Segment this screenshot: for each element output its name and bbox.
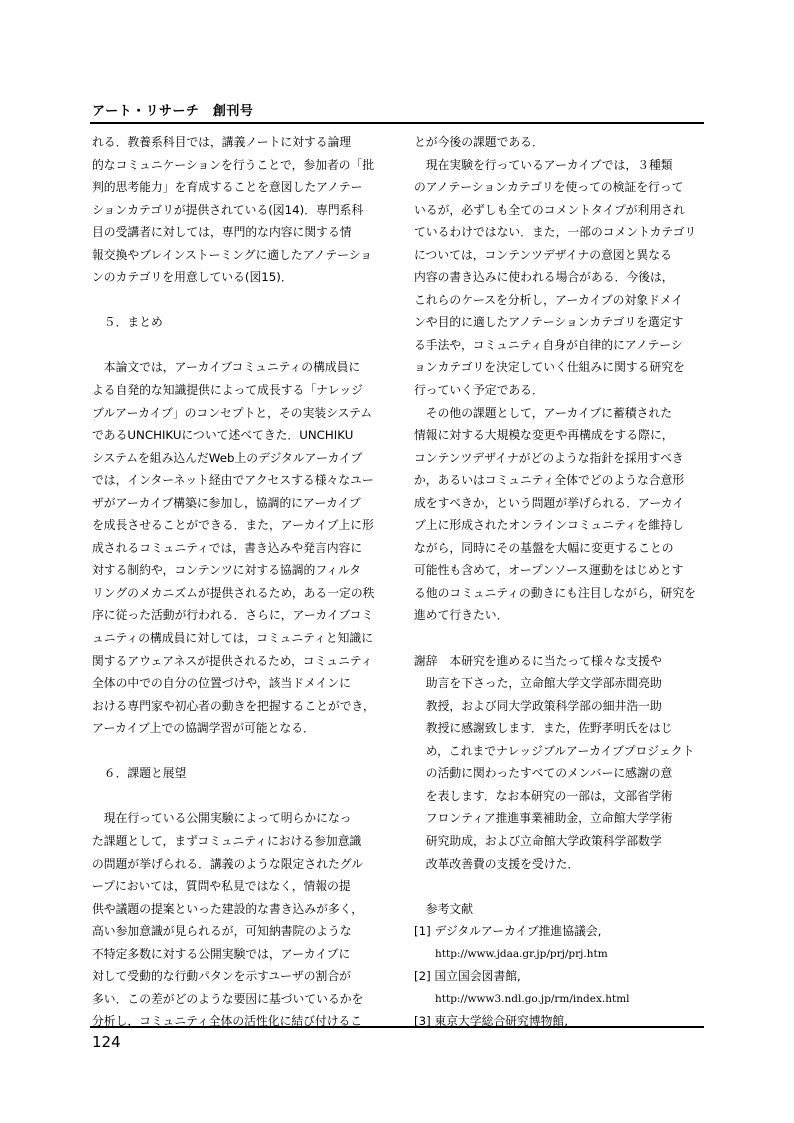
text-line: 判的思考能力」を育成することを意図したアノテー <box>92 180 363 195</box>
acknowledgment-line: 謝辞 本研究を進めるに当たって様々な支援や <box>414 653 662 668</box>
text-line: 全体の中での自分の位置づけや，該当ドメインに <box>92 676 351 691</box>
text-line: とが今後の課題である． <box>414 135 544 149</box>
text-line: であるUNCHIKUについて述べてきた．UNCHIKU <box>92 428 354 443</box>
text-line: 内容の書き込みに使われる場合がある．今後は， <box>414 270 674 285</box>
text-line: 行っていく予定である． <box>414 383 544 398</box>
left-column <box>92 131 390 1033</box>
text-line: る他のコミュニティの動きにも注目しながら，研究を <box>414 585 696 600</box>
text-line: ンのカテゴリを用意している(図15)． <box>92 270 293 285</box>
journal-title: アート・リサーチ 創刊号 <box>92 104 254 119</box>
text-line: た課題として，まずコミュニティにおける参加意識 <box>92 833 362 848</box>
reference-url: http://www3.ndl.go.jp/rm/index.html <box>414 992 630 1005</box>
section-heading: ５．まとめ <box>92 315 163 330</box>
text-line: 情報に対する大規模な変更や再構成をする際に， <box>414 428 674 443</box>
text-line: ションカテゴリが提供されている(図14)．専門系科 <box>92 202 364 217</box>
text-line: 成されるコミュニティでは，書き込みや発言内容に <box>92 540 363 555</box>
text-line: では，インターネット経由でアクセスする様々なユー <box>92 473 374 488</box>
text-line: 対して受動的な行動パタンを示すユーザの割合が <box>92 969 351 984</box>
text-line: の問題が挙げられる．講義のような限定されたグル <box>92 856 363 871</box>
text-line: 報交換やブレインストーミングに適したアノテーショ <box>92 247 373 262</box>
text-line: コンテンツデザイナがどのような指針を採用すべき <box>414 450 684 465</box>
text-line: 進めて行きたい． <box>414 608 509 623</box>
text-line: か，あるいはコミュニティ全体でどのような合意形 <box>414 473 685 488</box>
text-line: 分析し，コミュニティ全体の活性化に結び付けるこ <box>92 1014 363 1029</box>
text-line: 不特定多数に対する公開実験では，アーカイブに <box>92 946 351 961</box>
spacer <box>92 334 390 357</box>
text-line: いるが，必ずしも全てのコメントタイプが利用され <box>414 202 685 217</box>
text-line: ンや目的に適したアノテーションカテゴリを選定す <box>414 315 684 330</box>
header-rule <box>90 122 704 124</box>
footer-rule <box>90 1026 704 1028</box>
text-line: 多い．この差がどのような要因に基づいているかを <box>92 991 364 1006</box>
text-line: ョンカテゴリを決定していく仕組みに関する研究を <box>414 360 685 375</box>
text-line: を成長させることができる．また，アーカイブ上に形 <box>92 518 374 533</box>
spacer <box>92 289 390 312</box>
text-line: る手法や，コミュニティ自身が自律的にアノテーシ <box>414 337 683 352</box>
text-line: 現在実験を行っているアーカイブでは，３種類 <box>414 157 673 172</box>
spacer <box>414 875 706 898</box>
text-line: おける専門家や初心者の動きを把握することができ， <box>92 698 375 713</box>
text-line: 成をすべきか，という問題が挙げられる．アーカイ <box>414 495 685 510</box>
text-line: よる自発的な知識提供によって成長する「ナレッジ <box>92 383 363 398</box>
text-line: 本論文では，アーカイブコミュニティの構成員に <box>92 360 361 375</box>
text-line: 関するアウェアネスが提供されるため，コミュニティ <box>92 653 373 668</box>
text-line: ながら，同時にその基盤を大幅に変更することの <box>414 540 674 555</box>
text-line: ブ上に形成されたオンラインコミュニティを維持し <box>414 518 684 533</box>
text-line: れる．教養系科目では，講義ノートに対する論理 <box>92 135 352 149</box>
reference-item: [3] 東京大学総合研究博物館, <box>414 1014 568 1029</box>
text-line: これらのケースを分析し，アーカイブの対象ドメイ <box>414 292 684 307</box>
text-line: ているわけではない．また，一部のコメントカテゴリ <box>414 225 697 240</box>
right-column <box>414 131 706 1033</box>
page-number: 124 <box>92 1033 121 1051</box>
reference-url: http://www.jdaa.gr.jp/prj/prj.htm <box>414 947 608 960</box>
text-line: 供や議題の提案といった建設的な書き込みが多く， <box>92 901 364 916</box>
acknowledgment-line: 教授に感謝致します．また，佐野孝明氏をはじ <box>414 721 673 736</box>
acknowledgment-line: め，これまでナレッジブルアーカイブプロジェクト <box>414 743 695 758</box>
text-line: ープにおいては，質問や私見ではなく，情報の提 <box>92 879 351 894</box>
reference-item: [2] 国立国会図書館, <box>414 969 521 984</box>
text-line: 高い参加意識が見られるが，可知納書院のような <box>92 924 352 939</box>
reference-item: [1] デジタルアーカイブ推進協議会, <box>414 924 602 939</box>
text-line: アーカイブ上での協調学習が可能となる． <box>92 721 315 736</box>
text-line: ブルアーカイブ」のコンセプトと，その実装システム <box>92 405 373 420</box>
text-line: その他の課題として，アーカイブに蓄積された <box>414 405 672 420</box>
spacer <box>414 627 706 650</box>
text-line: 目の受講者に対しては，専門的な内容に関する情 <box>92 225 352 240</box>
spacer <box>92 785 390 808</box>
references-heading: 参考文献 <box>414 901 473 916</box>
acknowledgment-line: 研究助成，および立命館大学政策科学部数学 <box>414 833 662 848</box>
text-line: 序に従った活動が行われる．さらに，アーカイブコミ <box>92 608 374 623</box>
acknowledgment-line: の活動に関わったすべてのメンバーに感謝の意 <box>414 766 673 781</box>
acknowledgment-line: 改革改善費の支援を受けた． <box>414 856 580 871</box>
text-line: については，コンテンツデザイナの意図と異なる <box>414 247 672 262</box>
text-line: のアノテーションカテゴリを使っての検証を行って <box>414 180 684 195</box>
text-line: 対する制約や，コンテンツに対する協調的フィルタ <box>92 563 362 578</box>
text-line: 現在行っている公開実験によって明らかになっ <box>92 811 352 826</box>
acknowledgment-line: フロンティア推進事業補助金，立命館大学学術 <box>414 811 673 826</box>
acknowledgment-line: 教授，および同大学政策科学部の細井浩一助 <box>414 698 662 713</box>
text-line: システムを組み込んだWeb上のデジタルアーカイブ <box>92 450 363 465</box>
acknowledgment-line: を表します．なお本研究の一部は，文部省学術 <box>414 788 673 803</box>
section-heading: ６．課題と展望 <box>92 766 187 781</box>
text-line: ュニティの構成員に対しては，コミュニティと知識に <box>92 631 374 646</box>
acknowledgment-line: 助言を下さった，立命館大学文学部赤間亮助 <box>414 676 662 691</box>
text-line: ザがアーカイブ構築に参加し，協調的にアーカイブ <box>92 495 361 510</box>
spacer <box>92 740 390 763</box>
text-line: 的なコミュニケーションを行うことで，参加者の「批 <box>92 157 375 172</box>
text-line: 可能性も含めて，オープンソース運動をはじめとす <box>414 563 684 578</box>
text-line: リングのメカニズムが提供されるため，ある一定の秩 <box>92 585 375 600</box>
